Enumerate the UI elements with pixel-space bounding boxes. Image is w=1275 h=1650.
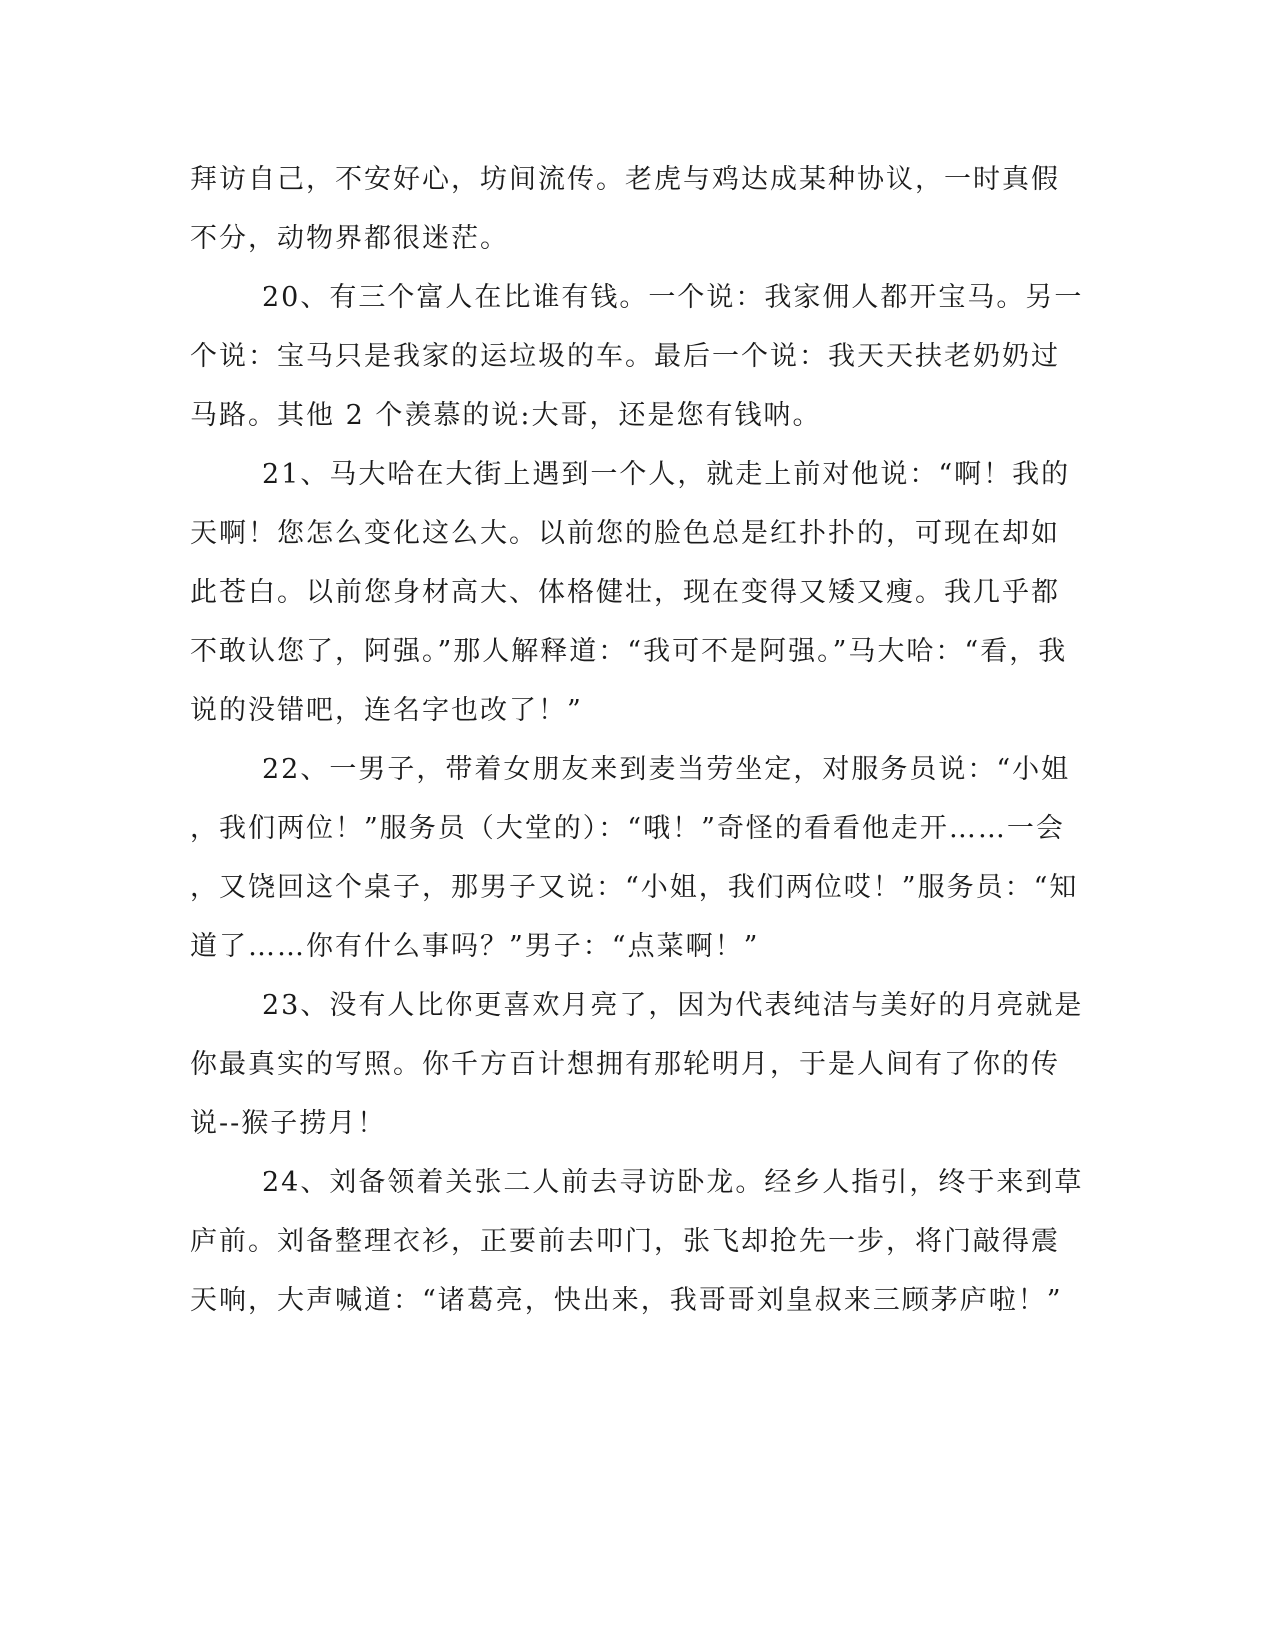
paragraph-21-line-4: 不敢认您了，阿强。”那人解释道：“我可不是阿强。”马大哈：“看，我 (190, 636, 1068, 667)
paragraph-23-line-2: 你最真实的写照。你千方百计想拥有那轮明月，于是人间有了你的传 (190, 1049, 1060, 1080)
paragraph-20-line-1: 20、有三个富人在比谁有钱。一个说：我家佣人都开宝马。另一 (262, 282, 1084, 313)
paragraph-24-line-3: 天响，大声喊道：“诸葛亮，快出来，我哥哥刘皇叔来三顾茅庐啦！” (190, 1285, 1063, 1316)
paragraph-21-line-1: 21、马大哈在大街上遇到一个人，就走上前对他说：“啊！我的 (262, 459, 1071, 490)
paragraph-21-line-3: 此苍白。以前您身材高大、体格健壮，现在变得又矮又瘦。我几乎都 (190, 577, 1060, 608)
paragraph-22-line-3: ，又饶回这个桌子，那男子又说：“小姐，我们两位哎！”服务员：“知 (190, 872, 1079, 903)
text-line-2: 不分，动物界都很迷茫。 (190, 223, 509, 254)
paragraph-23-line-3: 说--猴子捞月！ (190, 1108, 387, 1139)
paragraph-21-line-2: 天啊！您怎么变化这么大。以前您的脸色总是红扑扑的，可现在却如 (190, 518, 1060, 549)
paragraph-22-line-4: 道了……你有什么事吗？”男子：“点菜啊！” (190, 931, 760, 962)
paragraph-24-line-1: 24、刘备领着关张二人前去寻访卧龙。经乡人指引，终于来到草 (262, 1167, 1084, 1198)
paragraph-20-line-2: 个说：宝马只是我家的运垃圾的车。最后一个说：我天天扶老奶奶过 (190, 341, 1060, 372)
text-line-1: 拜访自己，不安好心，坊间流传。老虎与鸡达成某种协议，一时真假 (190, 164, 1060, 195)
paragraph-23-line-1: 23、没有人比你更喜欢月亮了，因为代表纯洁与美好的月亮就是 (262, 990, 1084, 1021)
paragraph-20-line-3: 马路。其他 2 个羡慕的说:大哥，还是您有钱呐。 (190, 400, 822, 431)
paragraph-22-line-2: ，我们两位！”服务员（大堂的）：“哦！”奇怪的看看他走开……一会 (190, 813, 1065, 844)
paragraph-24-line-2: 庐前。刘备整理衣衫，正要前去叩门，张飞却抢先一步，将门敲得震 (190, 1226, 1060, 1257)
paragraph-22-line-1: 22、一男子，带着女朋友来到麦当劳坐定，对服务员说：“小姐 (262, 754, 1071, 785)
paragraph-21-line-5: 说的没错吧，连名字也改了！” (190, 695, 583, 726)
